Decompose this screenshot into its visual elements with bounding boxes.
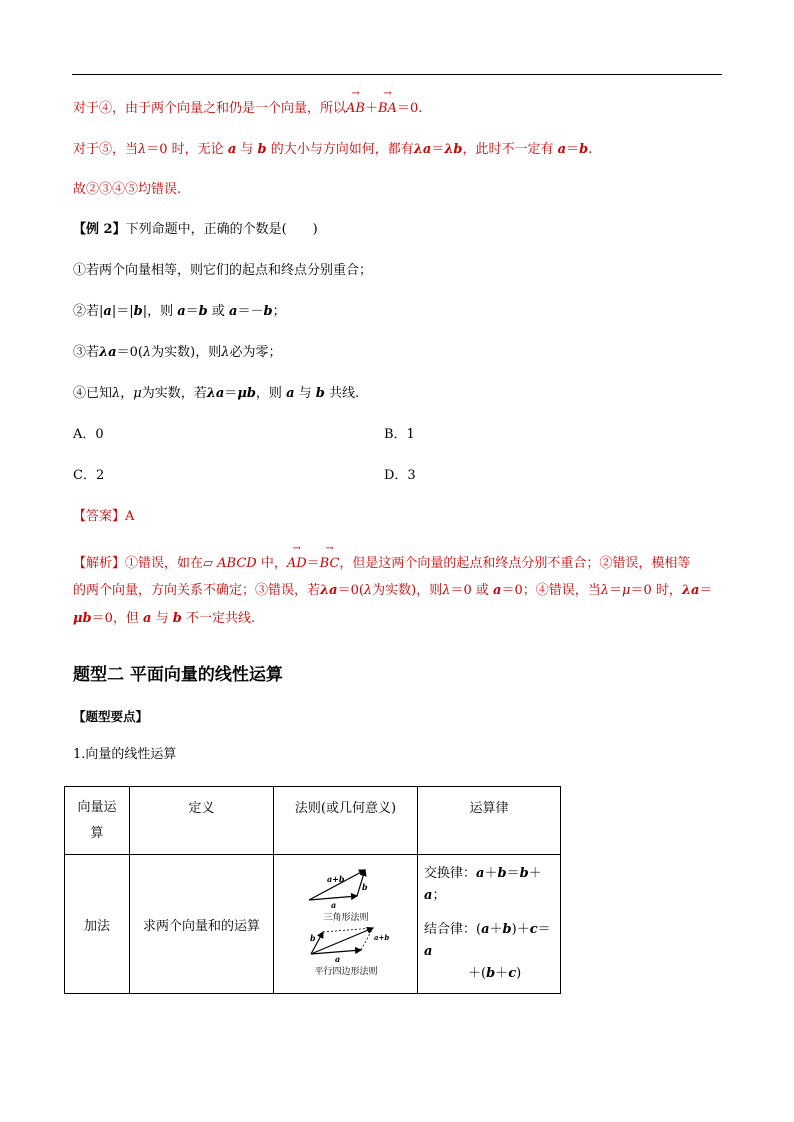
linear-operations-table: [64, 786, 561, 994]
svg-text:a: a: [330, 900, 336, 910]
vector-addition-diagram: [301, 866, 391, 978]
table-header-row: [65, 787, 561, 855]
statement-4: ④已知λ，μ为实数，若λa＝μb，则 a 与 b 共线.: [73, 386, 360, 401]
option-d: D．3: [384, 468, 416, 483]
parallelogram-rule-figure: [310, 928, 389, 977]
associative-law-cont: ＋(b＋c): [468, 966, 522, 981]
svg-text:a+b: a+b: [373, 933, 389, 942]
analysis-line-3: μb＝0，但 a 与 b 不一定共线.: [73, 611, 256, 626]
analysis-line-2: 的两个向量，方向关系不确定；③错误，若λa＝0(λ为实数)，则λ＝0 或 a＝0；④错误，当λ＝μ＝0 时，λa＝: [73, 583, 713, 598]
answer: 【答案】A: [73, 509, 135, 524]
svg-text:a: a: [334, 954, 340, 964]
option-a: A．0: [73, 427, 104, 442]
header-definition: 定义: [130, 787, 274, 855]
cell-addition: 加法: [65, 855, 130, 994]
statement-2: ②若|a|＝|b|，则 a＝b 或 a＝－b；: [73, 304, 286, 319]
table-row-addition: [65, 855, 561, 994]
associative-law: 结合律：(a＋b)＋c＝a: [424, 922, 551, 959]
statement-3: ③若λa＝0(λ为实数)，则λ必为零；: [73, 345, 282, 360]
svg-text:a+b: a+b: [326, 874, 344, 884]
statement-1: ①若两个向量相等，则它们的起点和终点分别重合；: [73, 263, 373, 278]
analysis-line-1: 【解析】①错误，如在▱ ABCD 中，→ AD＝→ BC，但是这两个向量的起点和终点分别不重合；②错误，模相等: [73, 555, 690, 573]
cell-addition-laws: [418, 855, 561, 994]
svg-text:b: b: [309, 933, 316, 943]
key-points-label: 【题型要点】: [73, 709, 149, 724]
header-rule: 法则(或几何意义): [274, 787, 418, 855]
header-law: 运算律: [418, 787, 561, 855]
cell-addition-diagram: [274, 855, 418, 994]
svg-text:三角形法则: 三角形法则: [322, 913, 369, 923]
explanation-conclusion: 故②③④⑤均错误.: [73, 182, 182, 197]
triangle-rule-figure: [309, 870, 369, 923]
svg-text:平行四边形法则: 平行四边形法则: [313, 967, 378, 977]
section-heading: 题型二 平面向量的线性运算: [73, 665, 283, 685]
explanation-line-4: 对于④，由于两个向量之和仍是一个向量，所以→ AB＋→ BA＝0.: [73, 100, 422, 118]
explanation-line-5: 对于⑤，当λ＝0 时，无论 a 与 b 的大小与方向如何，都有λa＝λb，此时不一定有 a＝b.: [73, 142, 593, 157]
option-b: B．1: [384, 427, 415, 442]
commutative-law: 交换律：a＋b＝b＋a；: [424, 866, 542, 903]
header-operation: 向量运 算: [65, 787, 130, 855]
subsection-item: 1.向量的线性运算: [73, 747, 177, 762]
cell-addition-definition: 求两个向量和的运算: [130, 855, 274, 994]
svg-text:b: b: [361, 882, 368, 892]
header-rule: [72, 74, 722, 75]
option-c: C．2: [73, 468, 105, 483]
example-question: 【例 2】下列命题中，正确的个数是( ): [73, 222, 318, 237]
